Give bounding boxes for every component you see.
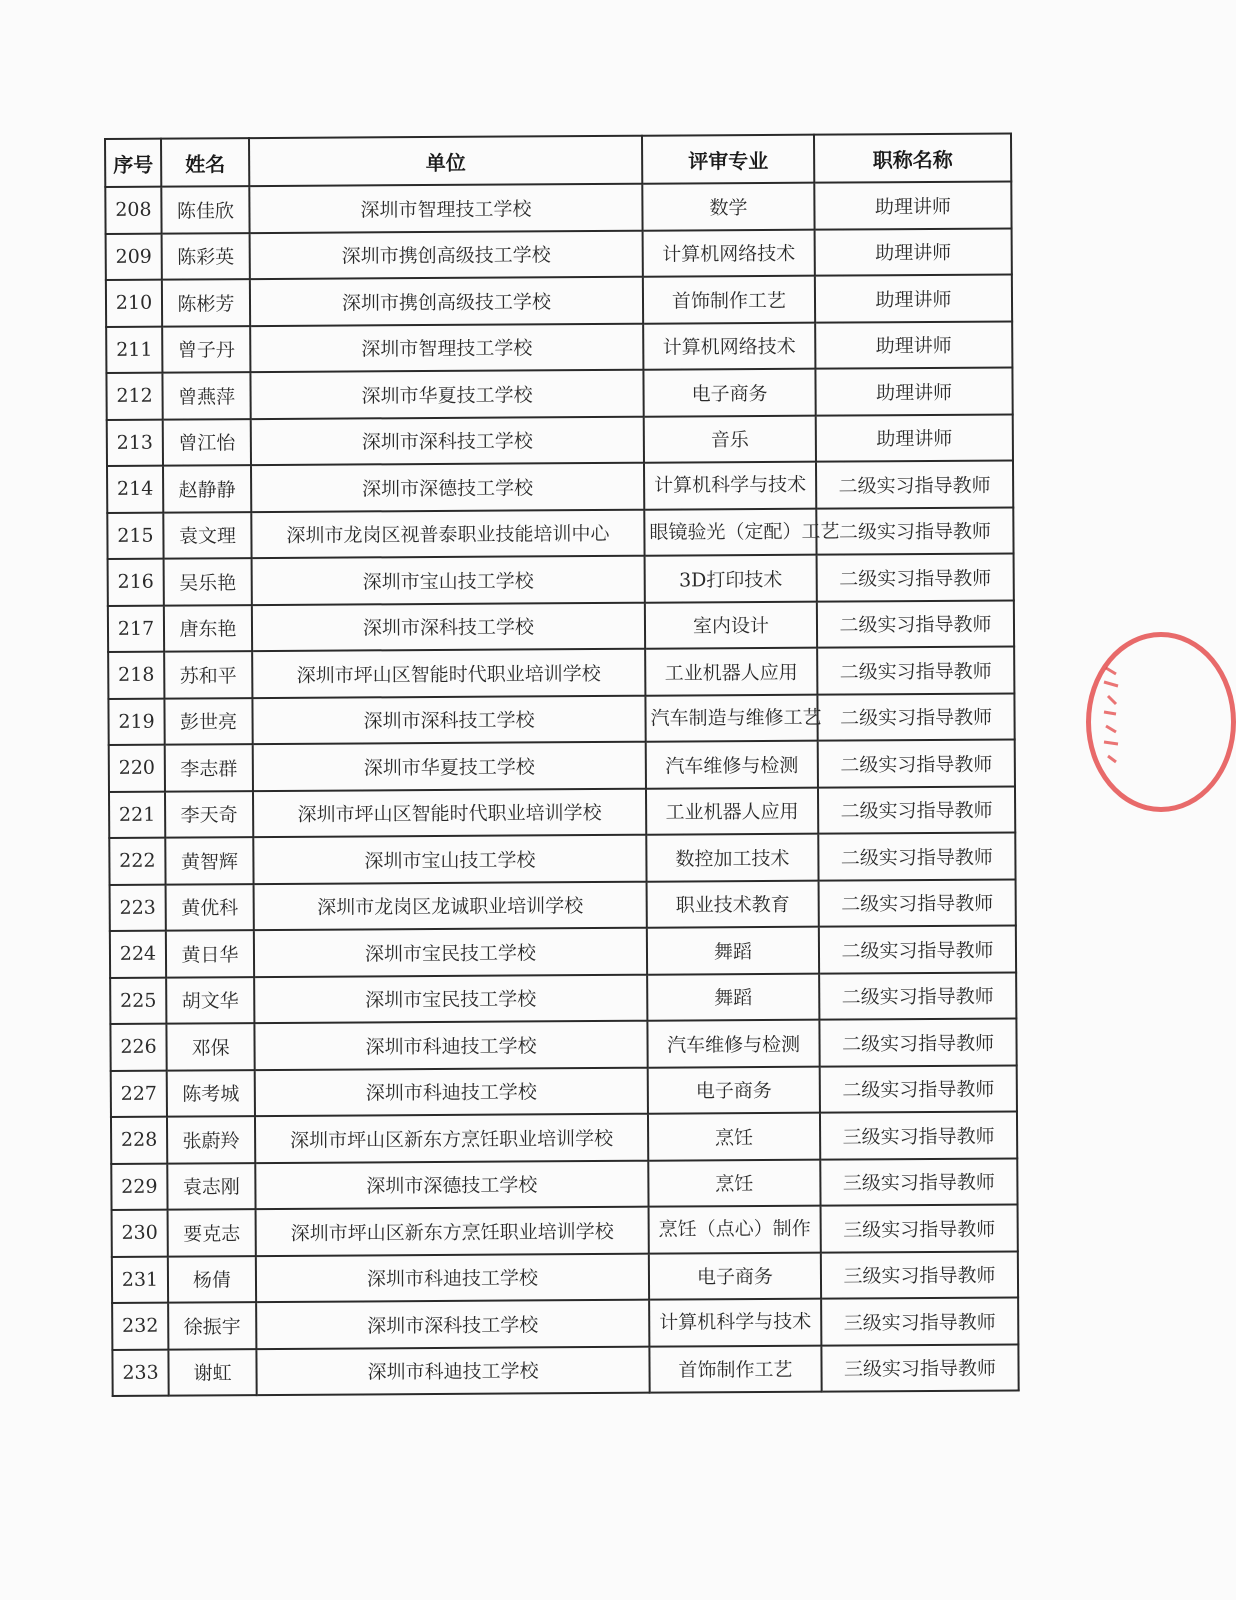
cell-major: 首饰制作工艺 — [649, 1345, 821, 1393]
cell-seq: 232 — [112, 1303, 168, 1350]
seal-marks-icon — [1098, 660, 1128, 770]
table-row — [112, 1297, 1018, 1349]
cell-major: 职业技术教育 — [647, 880, 819, 928]
cell-title: 二级实习指导教师 — [820, 1065, 1017, 1113]
header-title: 职称名称 — [814, 133, 1011, 182]
table-row — [107, 414, 1013, 466]
cell-unit: 深圳市携创高级技工学校 — [250, 277, 643, 326]
cell-name: 张蔚羚 — [167, 1116, 255, 1163]
cell-unit: 深圳市深德技工学校 — [255, 1160, 648, 1209]
cell-title: 二级实习指导教师 — [819, 925, 1016, 973]
cell-seq: 208 — [105, 187, 161, 234]
cell-major: 3D打印技术 — [645, 555, 817, 603]
cell-major: 计算机网络技术 — [643, 322, 815, 370]
cell-name: 苏和平 — [164, 651, 252, 698]
cell-title: 助理讲师 — [815, 367, 1012, 415]
cell-name: 陈考城 — [167, 1070, 255, 1117]
cell-unit: 深圳市坪山区新东方烹饪职业培训学校 — [256, 1207, 649, 1256]
table-row — [106, 367, 1012, 419]
cell-title: 助理讲师 — [815, 321, 1012, 369]
cell-unit: 深圳市智理技工学校 — [250, 323, 643, 372]
cell-major: 眼镜验光（定配）工艺 — [644, 508, 816, 556]
cell-title: 二级实习指导教师 — [818, 832, 1015, 880]
cell-major: 计算机科学与技术 — [649, 1299, 821, 1347]
cell-major: 计算机网络技术 — [643, 229, 815, 277]
cell-name: 陈佳欣 — [161, 186, 249, 233]
header-seq: 序号 — [105, 139, 161, 187]
cell-unit: 深圳市坪山区智能时代职业培训学校 — [253, 788, 646, 837]
cell-major: 首饰制作工艺 — [643, 276, 815, 324]
table-row — [110, 1018, 1016, 1070]
cell-seq: 221 — [109, 791, 165, 838]
header-major: 评审专业 — [642, 135, 814, 184]
cell-seq: 233 — [112, 1349, 168, 1396]
cell-title: 三级实习指导教师 — [821, 1297, 1018, 1345]
cell-seq: 225 — [110, 977, 166, 1024]
cell-name: 黄日华 — [166, 930, 254, 977]
cell-major: 数学 — [642, 183, 814, 231]
table-row — [111, 1158, 1017, 1210]
header-unit: 单位 — [249, 136, 642, 186]
cell-unit: 深圳市科迪技工学校 — [254, 1021, 647, 1070]
table-row — [112, 1204, 1018, 1256]
table-row — [109, 786, 1015, 838]
cell-title: 助理讲师 — [816, 414, 1013, 462]
cell-title: 二级实习指导教师 — [819, 879, 1016, 927]
table-row — [107, 460, 1013, 512]
table-row — [111, 1111, 1017, 1163]
cell-major: 音乐 — [644, 415, 816, 463]
cell-unit: 深圳市深科技工学校 — [251, 416, 644, 465]
cell-unit: 深圳市华夏技工学校 — [253, 742, 646, 791]
table-row — [105, 181, 1011, 233]
cell-unit: 深圳市深德技工学校 — [251, 463, 644, 512]
cell-seq: 226 — [110, 1024, 166, 1071]
cell-seq: 209 — [106, 233, 162, 280]
cell-major: 汽车制造与维修工艺 — [645, 694, 817, 742]
cell-unit: 深圳市科迪技工学校 — [256, 1346, 649, 1395]
cell-seq: 227 — [111, 1070, 167, 1117]
roster-table — [104, 132, 1020, 1397]
cell-unit: 深圳市坪山区智能时代职业培训学校 — [252, 649, 645, 698]
cell-seq: 215 — [107, 512, 163, 559]
cell-major: 舞蹈 — [647, 973, 819, 1021]
table-row — [108, 693, 1014, 745]
cell-unit: 深圳市宝民技工学校 — [254, 974, 647, 1023]
cell-seq: 229 — [111, 1163, 167, 1210]
cell-unit: 深圳市龙岗区视普泰职业技能培训中心 — [251, 509, 644, 558]
cell-major: 汽车维修与检测 — [646, 741, 818, 789]
cell-major: 电子商务 — [643, 369, 815, 417]
table-header-row — [105, 133, 1011, 187]
cell-unit: 深圳市智理技工学校 — [249, 184, 642, 233]
cell-name: 赵静静 — [163, 465, 251, 512]
cell-name: 谢虹 — [168, 1349, 256, 1396]
cell-name: 陈彩英 — [162, 233, 250, 280]
table-row — [112, 1344, 1018, 1396]
table-row — [109, 832, 1015, 884]
cell-unit: 深圳市龙岗区龙诚职业培训学校 — [254, 881, 647, 930]
table-row — [106, 321, 1012, 373]
table-row — [110, 879, 1016, 931]
cell-title: 二级实习指导教师 — [816, 507, 1013, 555]
cell-name: 唐东艳 — [164, 605, 252, 652]
cell-major: 电子商务 — [648, 1066, 820, 1114]
cell-unit: 深圳市携创高级技工学校 — [250, 230, 643, 279]
cell-name: 李志群 — [165, 744, 253, 791]
cell-name: 曾子丹 — [162, 326, 250, 373]
cell-title: 二级实习指导教师 — [818, 739, 1015, 787]
cell-seq: 216 — [108, 559, 164, 606]
cell-unit: 深圳市科迪技工学校 — [256, 1253, 649, 1302]
cell-title: 助理讲师 — [815, 274, 1012, 322]
cell-title: 三级实习指导教师 — [821, 1344, 1018, 1392]
cell-name: 曾江怡 — [163, 419, 251, 466]
cell-major: 烹饪（点心）制作 — [649, 1206, 821, 1254]
cell-major: 舞蹈 — [647, 927, 819, 975]
cell-name: 黄智辉 — [165, 837, 253, 884]
cell-name: 杨倩 — [168, 1256, 256, 1303]
cell-seq: 218 — [108, 652, 164, 699]
cell-major: 烹饪 — [648, 1113, 820, 1161]
cell-seq: 217 — [108, 605, 164, 652]
cell-unit: 深圳市宝民技工学校 — [254, 928, 647, 977]
cell-name: 袁文理 — [163, 512, 251, 559]
table-row — [110, 972, 1016, 1024]
table-row — [108, 646, 1014, 698]
cell-name: 要克志 — [168, 1209, 256, 1256]
cell-name: 曾燕萍 — [162, 372, 250, 419]
cell-name: 邓保 — [166, 1023, 254, 1070]
cell-seq: 219 — [108, 698, 164, 745]
cell-seq: 228 — [111, 1117, 167, 1164]
cell-name: 袁志刚 — [167, 1163, 255, 1210]
cell-unit: 深圳市宝山技工学校 — [253, 835, 646, 884]
cell-name: 李天奇 — [165, 791, 253, 838]
table-body — [105, 181, 1018, 1396]
table-row — [106, 228, 1012, 280]
table-row — [107, 507, 1013, 559]
cell-seq: 231 — [112, 1256, 168, 1303]
table-row — [108, 600, 1014, 652]
cell-name: 彭世亮 — [164, 698, 252, 745]
cell-seq: 230 — [112, 1210, 168, 1257]
cell-seq: 214 — [107, 466, 163, 513]
cell-title: 三级实习指导教师 — [820, 1158, 1017, 1206]
cell-seq: 220 — [109, 745, 165, 792]
cell-title: 二级实习指导教师 — [817, 693, 1014, 741]
table-row — [111, 1065, 1017, 1117]
cell-seq: 211 — [106, 326, 162, 373]
cell-unit: 深圳市深科技工学校 — [252, 695, 645, 744]
cell-title: 助理讲师 — [814, 181, 1011, 229]
cell-unit: 深圳市深科技工学校 — [252, 602, 645, 651]
cell-title: 三级实习指导教师 — [821, 1251, 1018, 1299]
cell-title: 二级实习指导教师 — [817, 600, 1014, 648]
cell-major: 电子商务 — [649, 1252, 821, 1300]
cell-seq: 210 — [106, 280, 162, 327]
cell-seq: 212 — [106, 373, 162, 420]
cell-major: 室内设计 — [645, 601, 817, 649]
cell-unit: 深圳市宝山技工学校 — [252, 556, 645, 605]
cell-title: 二级实习指导教师 — [816, 460, 1013, 508]
cell-unit: 深圳市坪山区新东方烹饪职业培训学校 — [255, 1114, 648, 1163]
cell-title: 二级实习指导教师 — [817, 646, 1014, 694]
cell-title: 三级实习指导教师 — [821, 1204, 1018, 1252]
cell-name: 黄优科 — [166, 884, 254, 931]
cell-unit: 深圳市深科技工学校 — [256, 1300, 649, 1349]
cell-major: 烹饪 — [648, 1159, 820, 1207]
cell-unit: 深圳市科迪技工学校 — [255, 1067, 648, 1116]
cell-seq: 224 — [110, 931, 166, 978]
cell-seq: 213 — [107, 419, 163, 466]
cell-title: 二级实习指导教师 — [818, 786, 1015, 834]
cell-major: 数控加工技术 — [646, 834, 818, 882]
cell-title: 二级实习指导教师 — [817, 553, 1014, 601]
cell-title: 二级实习指导教师 — [819, 1018, 1016, 1066]
cell-name: 胡文华 — [166, 977, 254, 1024]
cell-title: 二级实习指导教师 — [819, 972, 1016, 1020]
table-row — [106, 274, 1012, 326]
table-row — [112, 1251, 1018, 1303]
cell-major: 工业机器人应用 — [645, 648, 817, 696]
cell-unit: 深圳市华夏技工学校 — [250, 370, 643, 419]
cell-seq: 223 — [110, 884, 166, 931]
cell-title: 三级实习指导教师 — [820, 1111, 1017, 1159]
cell-major: 计算机科学与技术 — [644, 462, 816, 510]
cell-seq: 222 — [109, 838, 165, 885]
cell-name: 陈彬芳 — [162, 279, 250, 326]
table-row — [108, 553, 1014, 605]
table-row — [110, 925, 1016, 977]
header-name: 姓名 — [161, 138, 249, 187]
cell-title: 助理讲师 — [815, 228, 1012, 276]
cell-name: 吴乐艳 — [164, 558, 252, 605]
table-row — [109, 739, 1015, 791]
cell-name: 徐振宇 — [168, 1302, 256, 1349]
cell-major: 汽车维修与检测 — [647, 1020, 819, 1068]
cell-major: 工业机器人应用 — [646, 787, 818, 835]
